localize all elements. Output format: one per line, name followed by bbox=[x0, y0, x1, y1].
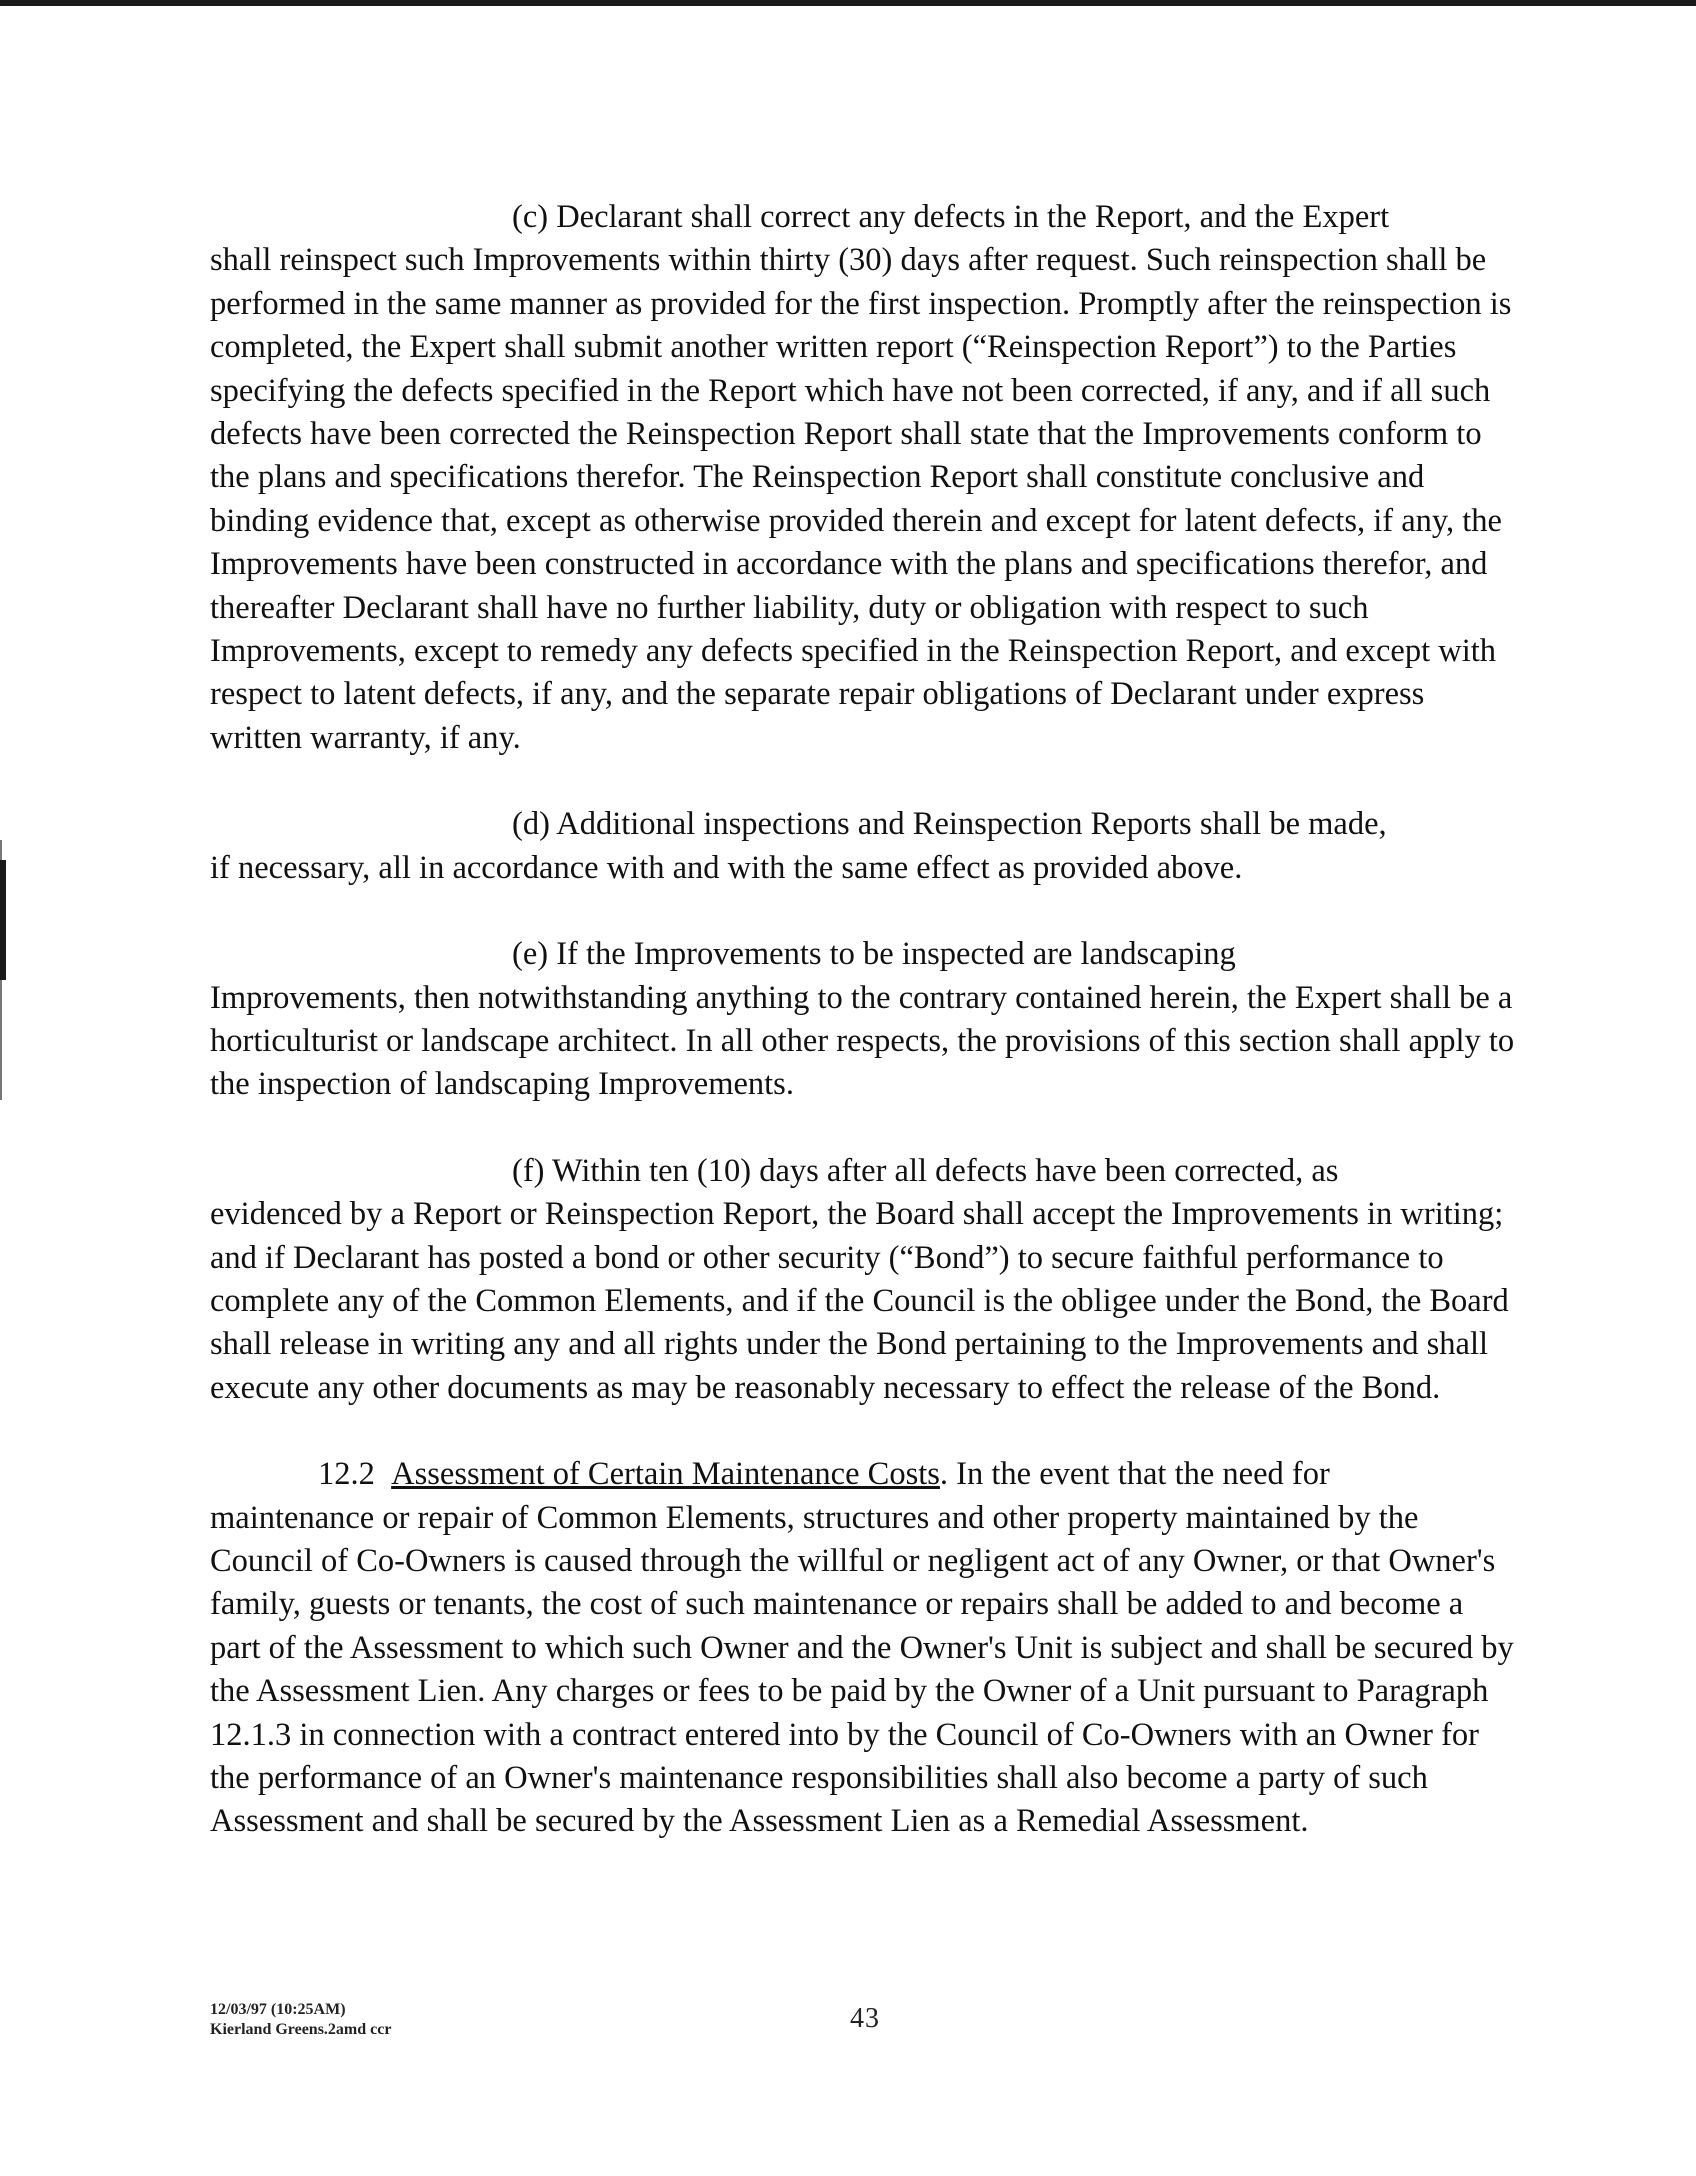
paragraph-c bbox=[210, 196, 1520, 760]
page-number: 43 bbox=[850, 2003, 880, 2034]
paragraph-e bbox=[210, 933, 1520, 1107]
paragraph-f-first-line: (f) Within ten (10) days after all defects have been corrected, as bbox=[512, 1152, 1339, 1189]
paragraph-d-text: if necessary, all in accordance with and with the same effect as provided above. bbox=[210, 849, 1243, 886]
section-12-2 bbox=[210, 1453, 1520, 1844]
scan-left-edge-bar bbox=[0, 860, 6, 980]
section-number: 12.2 bbox=[318, 1456, 375, 1493]
footer-info bbox=[210, 2000, 391, 2040]
paragraph-c-first-line: (c) Declarant shall correct any defects in the Report, and the Expert bbox=[512, 199, 1390, 235]
paragraph-d bbox=[210, 803, 1520, 890]
section-lead-line bbox=[210, 1453, 1520, 1496]
section-heading: Assessment of Certain Maintenance Costs bbox=[391, 1456, 940, 1493]
footer-date: 12/03/97 (10:25AM) bbox=[210, 2001, 346, 2018]
paragraph-c-text: shall reinspect such Improvements within thirty (30) days after request. Such reinspection shall be performed in the same manner as provided for the first inspection. Promptly after the reinspection is completed, the Expert shall submit another written report (“Reinspection Report”) to the Parties specifying the defects specified in the Report which have not been corrected, if any, and if all such defects have been corrected the Reinspection Report shall state that the Improvements conform to the plans and specifications therefor. The Reinspection Report shall constitute conclusive and binding evidence that, except as otherwise provided therein and except for latent defects, if any, the Improvements have been constructed in accordance with the plans and specifications therefor, and thereafter Declarant shall have no further liability, duty or obligation with respect to such Improvements, except to remedy any defects specified in the Reinspection Report, and except with respect to latent defects, if any, and the separate repair obligations of Declarant under express written warranty, if any. bbox=[210, 242, 1512, 756]
paragraph-f-text: evidenced by a Report or Reinspection Report, the Board shall accept the Improvements in writing; and if Declarant has posted a bond or other security (“Bond”) to secure faithful performance to complete any of the Common Elements, and if the Council is the obligee under the Bond, the Board shall release in writing any and all rights under the Bond pertaining to the Improvements and shall execute any other documents as may be reasonably necessary to effect the release of the Bond. bbox=[210, 1196, 1509, 1406]
paragraph-f bbox=[210, 1150, 1520, 1410]
footer-filename: Kierland Greens.2amd ccr bbox=[210, 2021, 392, 2038]
paragraph-d-first-line: (d) Additional inspections and Reinspection Reports shall be made, bbox=[512, 806, 1387, 843]
section-text: maintenance or repair of Common Elements, structures and other property maintained by the Council of Co-Owners is caused through the willful or negligent act of any Owner, or that Owner's family, guests or tenants, the cost of such maintenance or repairs shall be added to and become a part of the Assessment to which such Owner and the Owner's Unit is subject and shall be secured by the Assessment Lien. Any charges or fees to be paid by the Owner of a Unit pursuant to Paragraph 12.1.3 in connection with a contract entered into by the Council of Co-Owners with an Owner for the performance of an Owner's maintenance responsibilities shall also become a party of such Assessment and shall be secured by the Assessment Lien as a Remedial Assessment. bbox=[210, 1499, 1514, 1840]
paragraph-e-first-line: (e) If the Improvements to be inspected are landscaping bbox=[512, 936, 1236, 973]
section-lead-text: . In the event that the need for bbox=[939, 1456, 1330, 1493]
scan-top-edge bbox=[0, 0, 1696, 6]
document-body bbox=[210, 196, 1520, 1844]
paragraph-e-text: Improvements, then notwithstanding anything to the contrary contained herein, the Expert shall be a horticulturist or landscape architect. In all other respects, the provisions of this section shall apply to the inspection of landscaping Improvements. bbox=[210, 979, 1515, 1103]
